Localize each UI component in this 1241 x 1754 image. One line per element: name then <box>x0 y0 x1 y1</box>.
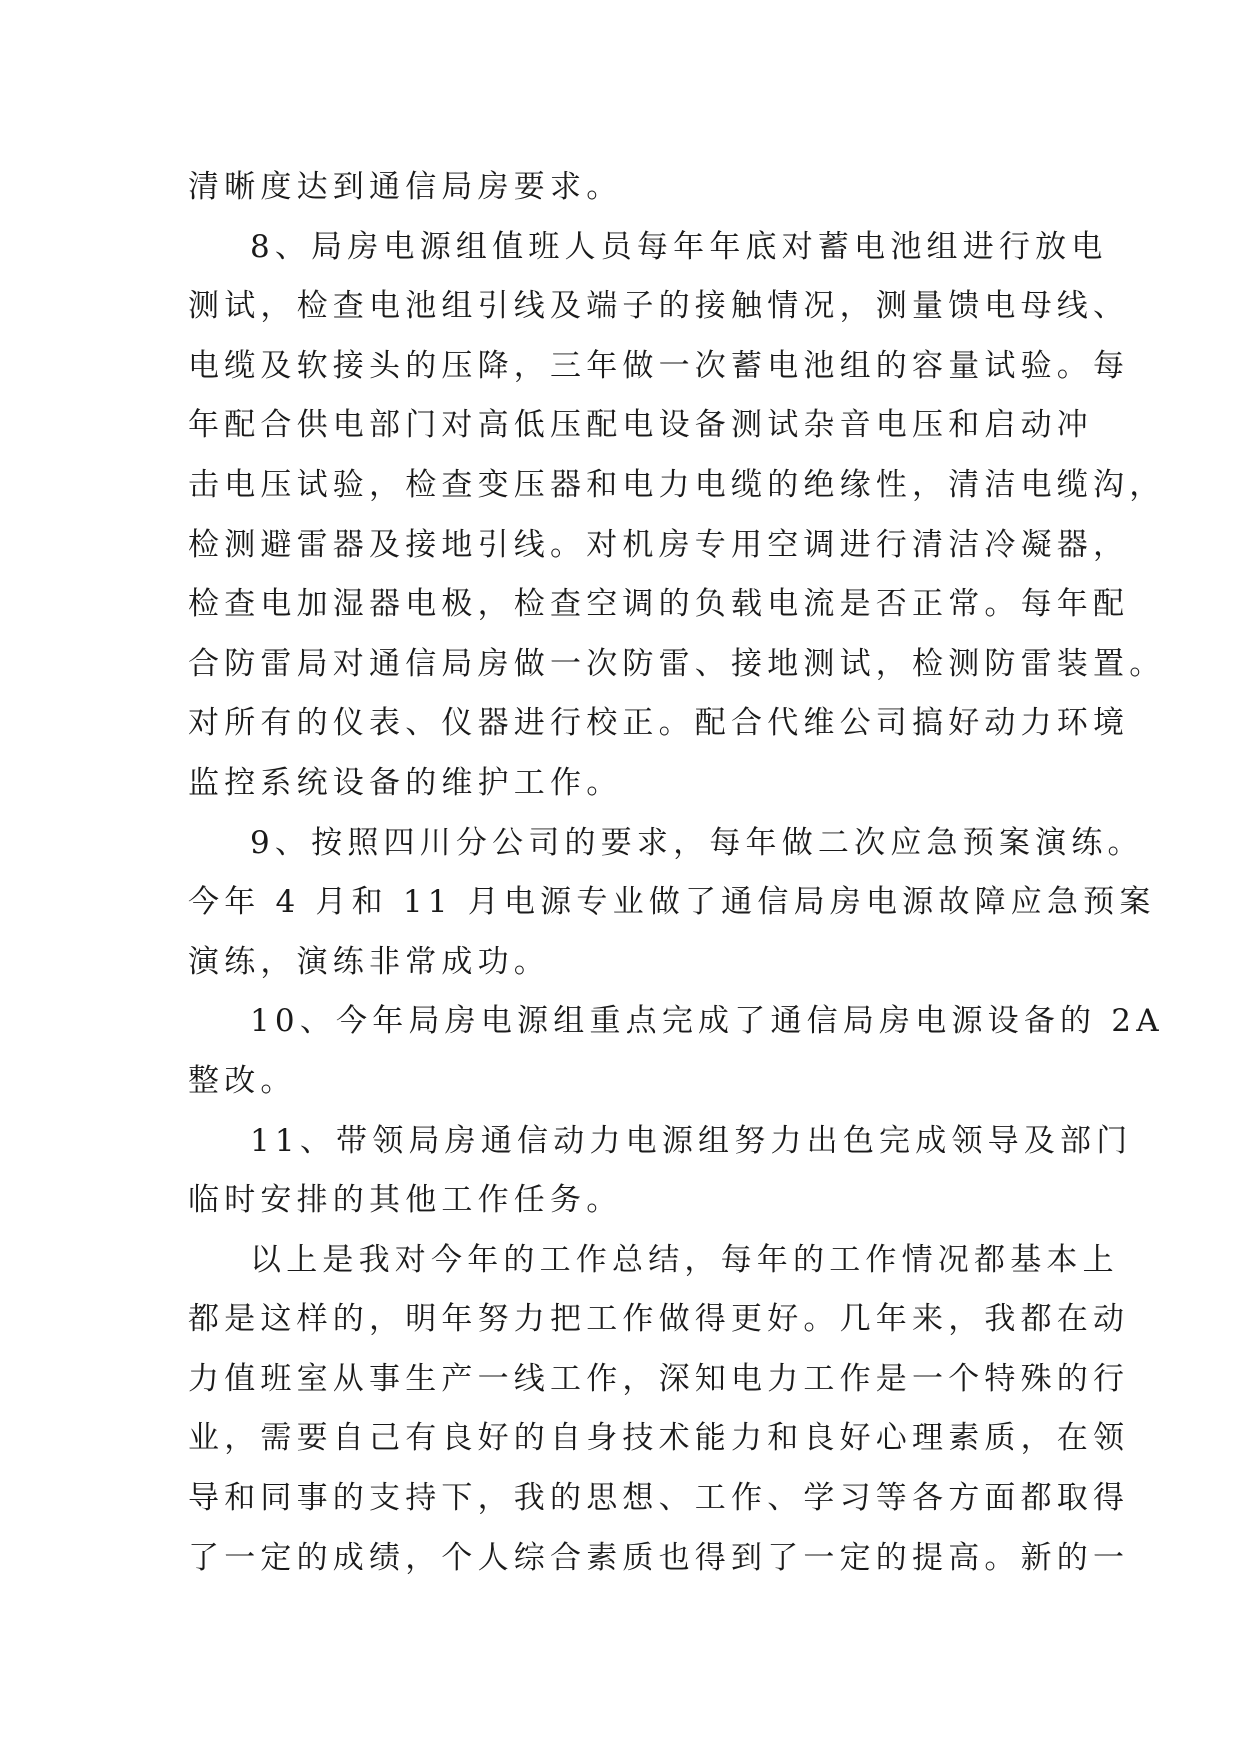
text-line: 业，需要自己有良好的自身技术能力和良好心理素质，在领 <box>188 1420 1130 1457</box>
text-line: 了一定的成绩，个人综合素质也得到了一定的提高。新的一 <box>188 1539 1130 1576</box>
text-line: 检测避雷器及接地引线。对机房专用空调进行清洁冷凝器， <box>188 526 1130 563</box>
text-line: 对所有的仪表、仪器进行校正。配合代维公司搞好动力环境 <box>188 705 1130 742</box>
paragraph-continuation <box>188 158 1058 218</box>
text-line: 清晰度达到通信局房要求。 <box>188 169 623 205</box>
paragraph-summary <box>188 1231 1130 1589</box>
text-line: 今年 4 月和 11 月电源专业做了通信局房电源故障应急预案 <box>188 884 1156 921</box>
text-line: 电缆及软接头的压降，三年做一次蓄电池组的容量试验。每 <box>188 347 1130 384</box>
text-line: 测试，检查电池组引线及端子的接触情况，测量馈电母线、 <box>188 288 1130 325</box>
document-body <box>188 158 1166 1588</box>
paragraph-item-9 <box>188 814 1156 993</box>
text-line: 监控系统设备的维护工作。 <box>188 764 623 801</box>
text-line: 合防雷局对通信局房做一次防雷、接地测试，检测防雷装置。 <box>188 645 1166 682</box>
paragraph-item-10 <box>188 992 1164 1111</box>
text-line: 演练，演练非常成功。 <box>188 943 550 980</box>
text-line: 都是这样的，明年努力把工作做得更好。几年来，我都在动 <box>188 1301 1130 1338</box>
text-line: 8、局房电源组值班人员每年年底对蓄电池组进行放电 <box>250 228 1108 265</box>
text-line: 以上是我对今年的工作总结，每年的工作情况都基本上 <box>250 1241 1119 1278</box>
text-line: 击电压试验，检查变压器和电力电缆的绝缘性，清洁电缆沟， <box>188 466 1166 503</box>
paragraph-item-8 <box>188 218 1166 814</box>
text-line: 临时安排的其他工作任务。 <box>188 1182 623 1219</box>
text-line: 9、按照四川分公司的要求，每年做二次应急预案演练。 <box>250 824 1144 861</box>
text-line: 10、今年局房电源组重点完成了通信局房电源设备的 2A <box>250 1003 1164 1040</box>
text-line: 力值班室从事生产一线工作，深知电力工作是一个特殊的行 <box>188 1360 1130 1397</box>
text-line: 年配合供电部门对高低压配电设备测试杂音电压和启动冲 <box>188 407 1093 444</box>
text-line: 整改。 <box>188 1062 297 1099</box>
text-line: 11、带领局房通信动力电源组努力出色完成领导及部门 <box>250 1122 1133 1159</box>
paragraph-item-11 <box>188 1112 1133 1231</box>
text-line: 检查电加湿器电极，检查空调的负载电流是否正常。每年配 <box>188 586 1130 623</box>
text-line: 导和同事的支持下，我的思想、工作、学习等各方面都取得 <box>188 1480 1130 1517</box>
